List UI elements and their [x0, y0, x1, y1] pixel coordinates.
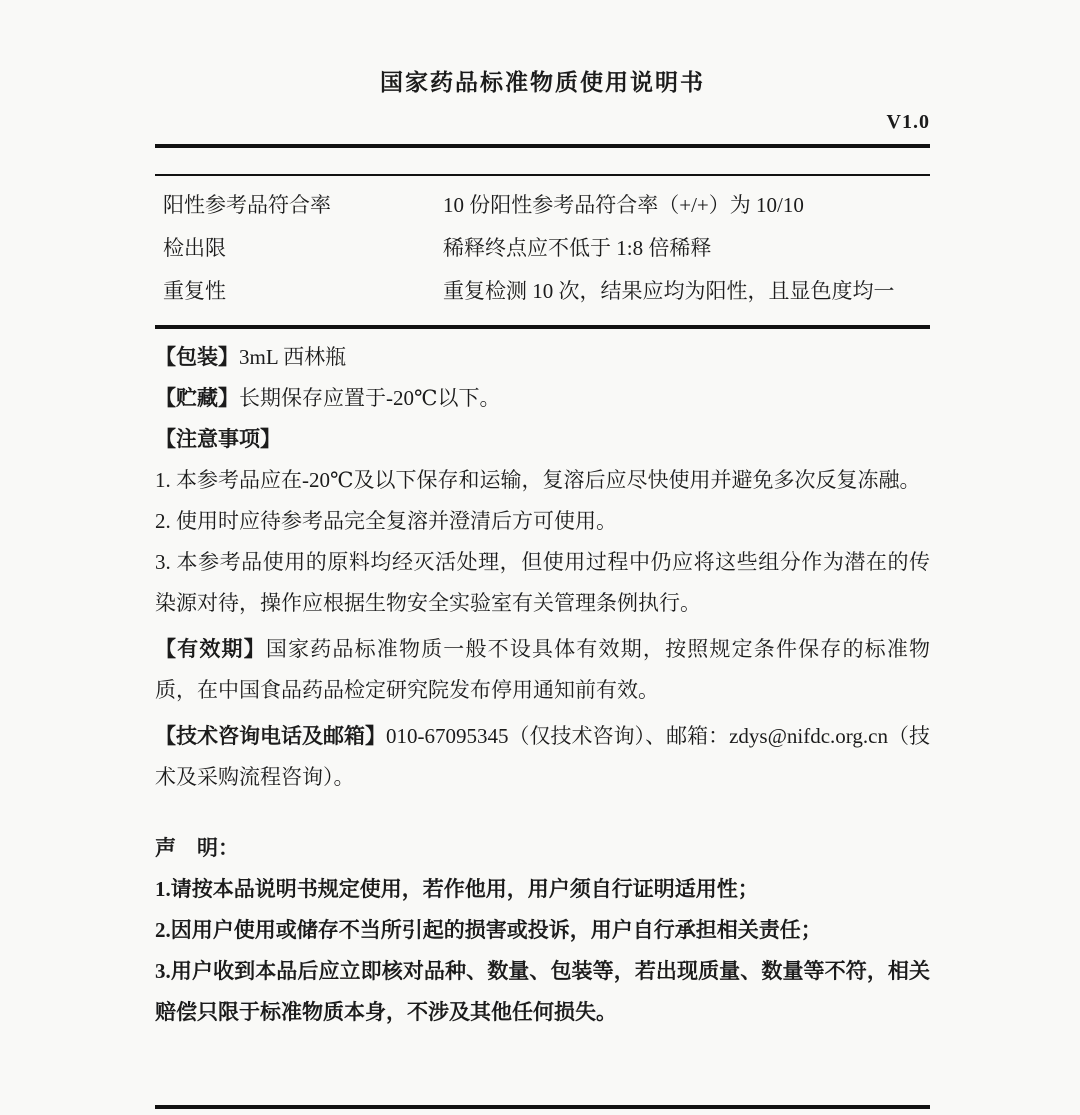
version-label: V1.0	[886, 111, 930, 133]
precaution-item: 1. 本参考品应在-20℃及以下保存和运输，复溶后应尽快使用并避免多次反复冻融。	[155, 468, 921, 492]
contact-text: 010-67095345（仅技术咨询）、邮箱：zdys@nifdc.org.cn（技术及采购流程咨询）。	[155, 724, 930, 789]
precautions-section	[155, 419, 930, 460]
statement-item: 1.请按本品说明书规定使用，若作他用，用户须自行证明适用性；	[155, 877, 759, 901]
packaging-section	[155, 337, 930, 378]
spec-value: 稀释终点应不低于 1:8 倍稀释	[443, 236, 712, 260]
statement-item: 2.因用户使用或储存不当所引起的损害或投诉，用户自行承担相关责任；	[155, 918, 822, 942]
storage-label: 【贮藏】	[155, 386, 239, 410]
spec-row	[163, 227, 930, 270]
storage-section	[155, 378, 930, 419]
statement-heading: 声 明：	[155, 836, 239, 860]
packaging-text: 3mL 西林瓶	[239, 345, 347, 369]
packaging-label: 【包装】	[155, 345, 239, 369]
validity-section	[155, 629, 930, 711]
validity-label: 【有效期】	[155, 637, 266, 661]
precautions-label: 【注意事项】	[155, 427, 281, 451]
precaution-item: 2. 使用时应待参考品完全复溶并澄清后方可使用。	[155, 509, 617, 533]
spec-label: 阳性参考品符合率	[163, 193, 331, 217]
spec-row	[163, 184, 930, 227]
footer-divider	[155, 1105, 930, 1109]
storage-text: 长期保存应置于-20℃以下。	[239, 386, 501, 410]
spec-value: 10 份阳性参考品符合率（+/+）为 10/10	[443, 193, 804, 217]
precaution-item: 3. 本参考品使用的原料均经灭活处理，但使用过程中仍应将这些组分作为潜在的传染源对待，操作应根据生物安全实验室有关管理条例执行。	[155, 550, 930, 615]
spec-label: 重复性	[163, 279, 226, 303]
header-divider	[155, 144, 930, 148]
document-body	[155, 337, 930, 1033]
spec-table	[155, 174, 930, 329]
contact-label: 【技术咨询电话及邮箱】	[155, 724, 387, 748]
spec-row	[163, 270, 930, 313]
statement-item: 3.用户收到本品后应立即核对品种、数量、包装等，若出现质量、数量等不符，相关赔偿只限于标准物质本身，不涉及其他任何损失。	[155, 959, 930, 1024]
contact-section	[155, 716, 930, 798]
validity-text: 国家药品标准物质一般不设具体有效期，按照规定条件保存的标准物质，在中国食品药品检定研究院发布停用通知前有效。	[155, 637, 931, 702]
document-title: 国家药品标准物质使用说明书	[380, 70, 705, 95]
spec-value: 重复检测 10 次，结果应均为阳性，且显色度均一	[443, 279, 895, 303]
spec-label: 检出限	[163, 236, 226, 260]
